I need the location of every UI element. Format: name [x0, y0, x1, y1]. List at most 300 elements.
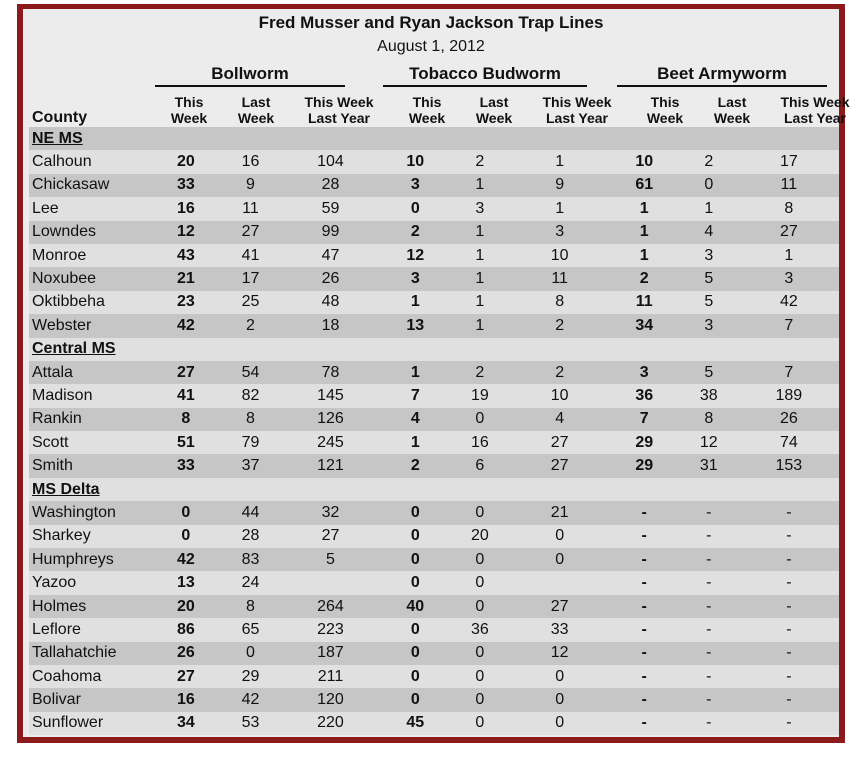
value-cell: 83: [221, 548, 281, 571]
value-cell: 42: [151, 314, 220, 337]
value-cell: 13: [381, 314, 450, 337]
value-cell: 12: [381, 244, 450, 267]
value-cell: 8: [221, 408, 281, 431]
value-cell: 7: [739, 314, 839, 337]
value-cell: 37: [221, 454, 281, 477]
value-cell: -: [739, 712, 839, 735]
value-cell: 79: [221, 431, 281, 454]
table-panel: [23, 9, 850, 737]
value-cell: -: [739, 665, 839, 688]
value-cell: 3: [679, 244, 739, 267]
value-cell: 7: [381, 384, 450, 407]
table-row: [29, 244, 839, 267]
value-cell: 11: [610, 291, 679, 314]
value-cell: 26: [151, 642, 220, 665]
value-cell: [221, 338, 281, 361]
value-cell: 0: [450, 595, 510, 618]
value-cell: 18: [280, 314, 380, 337]
table-row: [29, 454, 839, 477]
value-cell: 86: [151, 618, 220, 641]
value-cell: 6: [450, 454, 510, 477]
value-cell: 0: [450, 642, 510, 665]
value-cell: 0: [450, 712, 510, 735]
value-cell: 1: [450, 291, 510, 314]
value-cell: 1: [450, 174, 510, 197]
value-cell: 34: [151, 712, 220, 735]
value-cell: 40: [381, 595, 450, 618]
value-cell: 29: [610, 431, 679, 454]
value-cell: -: [679, 642, 739, 665]
value-cell: 23: [151, 291, 220, 314]
value-cell: [221, 478, 281, 501]
value-cell: -: [610, 642, 679, 665]
value-cell: [280, 571, 380, 594]
group-header-tobacco-budworm: Tobacco Budworm: [383, 64, 587, 87]
value-cell: 27: [739, 221, 839, 244]
value-cell: [450, 127, 510, 150]
value-cell: [739, 127, 839, 150]
value-cell: [151, 478, 220, 501]
value-cell: 1: [510, 150, 610, 173]
table-row: [29, 595, 839, 618]
value-cell: 2: [450, 150, 510, 173]
county-cell: Bolivar: [29, 688, 151, 711]
value-cell: 1: [450, 314, 510, 337]
value-cell: 8: [221, 595, 281, 618]
value-cell: 3: [610, 361, 679, 384]
table-row: [29, 665, 839, 688]
value-cell: 33: [151, 454, 220, 477]
value-cell: 145: [280, 384, 380, 407]
value-cell: 16: [221, 150, 281, 173]
value-cell: [221, 127, 281, 150]
value-cell: 38: [679, 384, 739, 407]
value-cell: 19: [450, 384, 510, 407]
value-cell: -: [679, 665, 739, 688]
value-cell: [739, 338, 839, 361]
value-cell: [679, 338, 739, 361]
value-cell: 8: [510, 291, 610, 314]
value-cell: -: [739, 642, 839, 665]
table-row: [29, 712, 839, 735]
value-cell: [381, 338, 450, 361]
value-cell: 3: [510, 221, 610, 244]
value-cell: 12: [679, 431, 739, 454]
value-cell: 2: [679, 150, 739, 173]
value-cell: 33: [151, 174, 220, 197]
value-cell: 27: [280, 525, 380, 548]
value-cell: 5: [679, 267, 739, 290]
value-cell: 29: [221, 665, 281, 688]
value-cell: 0: [450, 688, 510, 711]
value-cell: [280, 338, 380, 361]
county-cell: Madison: [29, 384, 151, 407]
value-cell: -: [610, 548, 679, 571]
value-cell: 1: [739, 244, 839, 267]
value-cell: 1: [381, 291, 450, 314]
value-cell: 42: [151, 548, 220, 571]
group-header-bollworm: Bollworm: [155, 64, 345, 87]
report-date: August 1, 2012: [377, 38, 485, 55]
value-cell: -: [610, 571, 679, 594]
value-cell: [381, 127, 450, 150]
value-cell: 99: [280, 221, 380, 244]
table-row: [29, 408, 839, 431]
value-cell: 0: [510, 548, 610, 571]
value-cell: -: [739, 548, 839, 571]
value-cell: 121: [280, 454, 380, 477]
value-cell: [739, 478, 839, 501]
value-cell: 11: [221, 197, 281, 220]
column-header: This Week: [170, 94, 208, 126]
value-cell: [510, 571, 610, 594]
value-cell: 3: [450, 197, 510, 220]
value-cell: 29: [610, 454, 679, 477]
table-row: [29, 688, 839, 711]
value-cell: [510, 127, 610, 150]
column-header: Last Week: [475, 94, 513, 126]
value-cell: 0: [510, 688, 610, 711]
value-cell: 220: [280, 712, 380, 735]
county-cell: Washington: [29, 501, 151, 524]
value-cell: [610, 478, 679, 501]
value-cell: 0: [510, 712, 610, 735]
county-cell: Sunflower: [29, 712, 151, 735]
value-cell: 11: [739, 174, 839, 197]
value-cell: [450, 338, 510, 361]
value-cell: 20: [151, 595, 220, 618]
table-row: [29, 431, 839, 454]
value-cell: [510, 338, 610, 361]
value-cell: -: [739, 688, 839, 711]
value-cell: 0: [381, 548, 450, 571]
value-cell: 5: [679, 291, 739, 314]
table-row: [29, 314, 839, 337]
table-row: [29, 384, 839, 407]
column-header: This Week Last Year: [542, 94, 612, 126]
value-cell: 51: [151, 431, 220, 454]
value-cell: -: [610, 525, 679, 548]
table-row: [29, 221, 839, 244]
value-cell: 26: [739, 408, 839, 431]
value-cell: 27: [510, 454, 610, 477]
value-cell: 1: [610, 197, 679, 220]
value-cell: 20: [151, 150, 220, 173]
value-cell: 0: [510, 665, 610, 688]
value-cell: 41: [221, 244, 281, 267]
value-cell: 54: [221, 361, 281, 384]
value-cell: 25: [221, 291, 281, 314]
value-cell: 26: [280, 267, 380, 290]
value-cell: 0: [450, 408, 510, 431]
value-cell: 4: [381, 408, 450, 431]
value-cell: 0: [381, 688, 450, 711]
county-cell: Sharkey: [29, 525, 151, 548]
value-cell: 12: [510, 642, 610, 665]
value-cell: 27: [510, 595, 610, 618]
county-cell: Lee: [29, 197, 151, 220]
value-cell: [679, 127, 739, 150]
section-label: MS Delta: [29, 478, 151, 501]
group-header-beet-armyworm: Beet Armyworm: [617, 64, 827, 87]
value-cell: 3: [381, 267, 450, 290]
value-cell: 3: [381, 174, 450, 197]
value-cell: 2: [510, 361, 610, 384]
value-cell: -: [610, 595, 679, 618]
value-cell: -: [610, 712, 679, 735]
value-cell: 1: [510, 197, 610, 220]
value-cell: 24: [221, 571, 281, 594]
value-cell: 120: [280, 688, 380, 711]
value-cell: 13: [151, 571, 220, 594]
value-cell: 42: [739, 291, 839, 314]
value-cell: 11: [510, 267, 610, 290]
county-cell: Leflore: [29, 618, 151, 641]
value-cell: 43: [151, 244, 220, 267]
value-cell: -: [679, 525, 739, 548]
value-cell: 16: [450, 431, 510, 454]
table-row: [29, 150, 839, 173]
value-cell: 9: [221, 174, 281, 197]
column-header: This Week: [408, 94, 446, 126]
value-cell: 1: [450, 221, 510, 244]
value-cell: 10: [510, 384, 610, 407]
value-cell: 2: [450, 361, 510, 384]
value-cell: [151, 127, 220, 150]
column-header: Last Week: [237, 94, 275, 126]
value-cell: 48: [280, 291, 380, 314]
county-cell: Monroe: [29, 244, 151, 267]
value-cell: 44: [221, 501, 281, 524]
value-cell: [381, 478, 450, 501]
value-cell: 32: [280, 501, 380, 524]
value-cell: 59: [280, 197, 380, 220]
value-cell: -: [679, 595, 739, 618]
value-cell: 3: [739, 267, 839, 290]
value-cell: [510, 478, 610, 501]
table-row: [29, 267, 839, 290]
value-cell: -: [739, 501, 839, 524]
value-cell: 189: [739, 384, 839, 407]
value-cell: 74: [739, 431, 839, 454]
value-cell: -: [679, 571, 739, 594]
value-cell: 16: [151, 197, 220, 220]
value-cell: 2: [381, 221, 450, 244]
value-cell: -: [679, 501, 739, 524]
value-cell: 0: [679, 174, 739, 197]
table-row: [29, 571, 839, 594]
value-cell: 31: [679, 454, 739, 477]
county-cell: Webster: [29, 314, 151, 337]
value-cell: 0: [381, 525, 450, 548]
value-cell: 2: [221, 314, 281, 337]
value-cell: 1: [381, 431, 450, 454]
county-cell: Attala: [29, 361, 151, 384]
value-cell: 1: [381, 361, 450, 384]
value-cell: [280, 127, 380, 150]
table-row: [29, 174, 839, 197]
value-cell: 126: [280, 408, 380, 431]
value-cell: 0: [221, 642, 281, 665]
value-cell: 2: [510, 314, 610, 337]
table-row: [29, 548, 839, 571]
county-cell: Tallahatchie: [29, 642, 151, 665]
value-cell: 27: [510, 431, 610, 454]
value-cell: 3: [679, 314, 739, 337]
county-cell: Scott: [29, 431, 151, 454]
column-header: This Week Last Year: [780, 94, 850, 126]
value-cell: -: [739, 595, 839, 618]
section-row: [29, 127, 839, 150]
county-cell: Oktibbeha: [29, 291, 151, 314]
value-cell: 153: [739, 454, 839, 477]
value-cell: 0: [381, 665, 450, 688]
value-cell: 2: [381, 454, 450, 477]
value-cell: 78: [280, 361, 380, 384]
value-cell: 42: [221, 688, 281, 711]
value-cell: 1: [610, 221, 679, 244]
value-cell: 21: [151, 267, 220, 290]
value-cell: 20: [450, 525, 510, 548]
value-cell: [280, 478, 380, 501]
section-row: [29, 338, 839, 361]
value-cell: -: [679, 712, 739, 735]
page-title: Fred Musser and Ryan Jackson Trap Lines: [258, 13, 604, 32]
value-cell: 47: [280, 244, 380, 267]
value-cell: 61: [610, 174, 679, 197]
value-cell: 223: [280, 618, 380, 641]
value-cell: [679, 478, 739, 501]
value-cell: 33: [510, 618, 610, 641]
value-cell: 0: [450, 571, 510, 594]
county-cell: Lowndes: [29, 221, 151, 244]
value-cell: 245: [280, 431, 380, 454]
column-header: This Week: [646, 94, 684, 126]
value-cell: 0: [510, 525, 610, 548]
county-cell: Calhoun: [29, 150, 151, 173]
value-cell: 27: [221, 221, 281, 244]
value-cell: -: [610, 665, 679, 688]
value-cell: [151, 338, 220, 361]
value-cell: 36: [450, 618, 510, 641]
county-cell: Holmes: [29, 595, 151, 618]
county-cell: Noxubee: [29, 267, 151, 290]
value-cell: 45: [381, 712, 450, 735]
county-cell: Yazoo: [29, 571, 151, 594]
value-cell: -: [739, 525, 839, 548]
value-cell: 7: [610, 408, 679, 431]
table-row: [29, 525, 839, 548]
value-cell: 28: [280, 174, 380, 197]
value-cell: -: [679, 618, 739, 641]
value-cell: -: [679, 688, 739, 711]
value-cell: 10: [381, 150, 450, 173]
value-cell: 53: [221, 712, 281, 735]
value-cell: 0: [151, 525, 220, 548]
value-cell: 10: [610, 150, 679, 173]
value-cell: 0: [450, 501, 510, 524]
value-cell: 1: [610, 244, 679, 267]
value-cell: 2: [610, 267, 679, 290]
section-row: [29, 478, 839, 501]
value-cell: 0: [381, 571, 450, 594]
value-cell: 28: [221, 525, 281, 548]
value-cell: 1: [450, 267, 510, 290]
value-cell: 10: [510, 244, 610, 267]
table-frame: [17, 4, 850, 743]
value-cell: -: [610, 501, 679, 524]
value-cell: 65: [221, 618, 281, 641]
county-cell: Coahoma: [29, 665, 151, 688]
table-row: [29, 291, 839, 314]
section-label: Central MS: [29, 338, 151, 361]
value-cell: -: [610, 688, 679, 711]
value-cell: 12: [151, 221, 220, 244]
value-cell: 187: [280, 642, 380, 665]
value-cell: 5: [280, 548, 380, 571]
value-cell: 1: [450, 244, 510, 267]
value-cell: 0: [450, 548, 510, 571]
value-cell: 16: [151, 688, 220, 711]
value-cell: 0: [381, 197, 450, 220]
column-header: Last Week: [713, 94, 751, 126]
value-cell: [610, 127, 679, 150]
value-cell: 8: [739, 197, 839, 220]
section-label: NE MS: [29, 127, 151, 150]
value-cell: [450, 478, 510, 501]
value-cell: 82: [221, 384, 281, 407]
column-header: This Week Last Year: [304, 94, 374, 126]
value-cell: -: [610, 618, 679, 641]
value-cell: 36: [610, 384, 679, 407]
value-cell: 27: [151, 361, 220, 384]
value-cell: 0: [381, 642, 450, 665]
county-cell: Smith: [29, 454, 151, 477]
table-row: [29, 361, 839, 384]
value-cell: 211: [280, 665, 380, 688]
county-cell: Humphreys: [29, 548, 151, 571]
value-cell: [610, 338, 679, 361]
value-cell: -: [739, 571, 839, 594]
value-cell: 8: [679, 408, 739, 431]
value-cell: 17: [739, 150, 839, 173]
value-cell: 5: [679, 361, 739, 384]
table-row: [29, 618, 839, 641]
value-cell: -: [739, 618, 839, 641]
value-cell: 104: [280, 150, 380, 173]
value-cell: 0: [381, 618, 450, 641]
value-cell: 7: [739, 361, 839, 384]
value-cell: 4: [510, 408, 610, 431]
value-cell: 4: [679, 221, 739, 244]
value-cell: 0: [381, 501, 450, 524]
county-cell: Chickasaw: [29, 174, 151, 197]
value-cell: 34: [610, 314, 679, 337]
value-cell: 0: [151, 501, 220, 524]
value-cell: 8: [151, 408, 220, 431]
county-header: County: [32, 109, 88, 126]
table-row: [29, 197, 839, 220]
value-cell: 21: [510, 501, 610, 524]
value-cell: -: [679, 548, 739, 571]
value-cell: 1: [679, 197, 739, 220]
value-cell: 17: [221, 267, 281, 290]
county-cell: Rankin: [29, 408, 151, 431]
table-row: [29, 501, 839, 524]
value-cell: 9: [510, 174, 610, 197]
trap-data-table: [29, 127, 839, 735]
table-row: [29, 642, 839, 665]
